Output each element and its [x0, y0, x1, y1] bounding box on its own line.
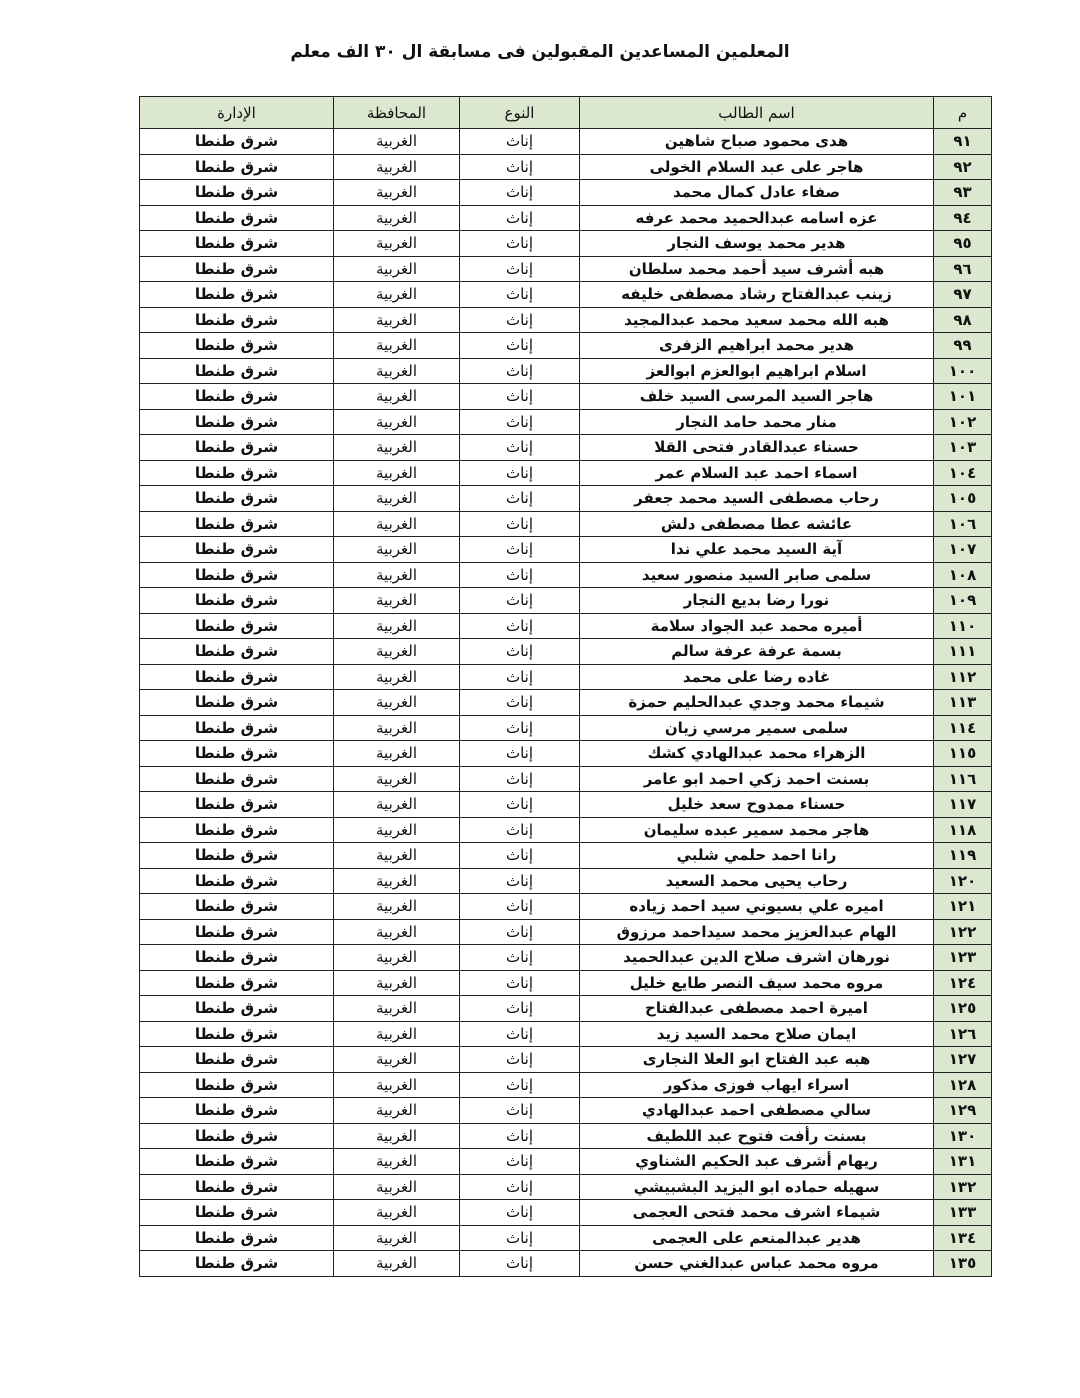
student-name-cell: غاده رضا على محمد	[580, 664, 934, 690]
governorate-cell: الغربية	[334, 690, 460, 716]
administration-cell: شرق طنطا	[140, 1047, 334, 1073]
header-governorate: المحافظة	[334, 97, 460, 129]
student-name-cell: اسلام ابراهيم ابوالعزم ابوالعز	[580, 358, 934, 384]
table-row	[140, 792, 992, 818]
gender-type-cell: إناث	[460, 843, 580, 869]
row-number-cell: ١٠٨	[934, 562, 992, 588]
gender-type-cell: إناث	[460, 537, 580, 563]
header-student-name: اسم الطالب	[580, 97, 934, 129]
student-name-cell: اميرة احمد مصطفى عبدالفتاح	[580, 996, 934, 1022]
row-number-cell: ١٠٠	[934, 358, 992, 384]
student-name-cell: آية السيد محمد علي ندا	[580, 537, 934, 563]
administration-cell: شرق طنطا	[140, 613, 334, 639]
governorate-cell: الغربية	[334, 792, 460, 818]
administration-cell: شرق طنطا	[140, 511, 334, 537]
gender-type-cell: إناث	[460, 1047, 580, 1073]
governorate-cell: الغربية	[334, 1021, 460, 1047]
student-name-cell: شيماء اشرف محمد فتحى العجمى	[580, 1200, 934, 1226]
student-name-cell: هبه عبد الفتاح ابو العلا النجارى	[580, 1047, 934, 1073]
student-name-cell: حسناء عبدالقادر فتحى القلا	[580, 435, 934, 461]
table-row	[140, 129, 992, 155]
table-row	[140, 562, 992, 588]
gender-type-cell: إناث	[460, 460, 580, 486]
administration-cell: شرق طنطا	[140, 766, 334, 792]
administration-cell: شرق طنطا	[140, 460, 334, 486]
student-name-cell: صفاء عادل كمال محمد	[580, 180, 934, 206]
governorate-cell: الغربية	[334, 996, 460, 1022]
governorate-cell: الغربية	[334, 358, 460, 384]
table-body	[140, 129, 992, 1277]
row-number-cell: ٩٣	[934, 180, 992, 206]
administration-cell: شرق طنطا	[140, 154, 334, 180]
administration-cell: شرق طنطا	[140, 231, 334, 257]
governorate-cell: الغربية	[334, 613, 460, 639]
row-number-cell: ١٢٦	[934, 1021, 992, 1047]
governorate-cell: الغربية	[334, 307, 460, 333]
student-name-cell: عائشه عطا مصطفى دلش	[580, 511, 934, 537]
gender-type-cell: إناث	[460, 180, 580, 206]
student-name-cell: الزهراء محمد عبدالهادي كشك	[580, 741, 934, 767]
administration-cell: شرق طنطا	[140, 307, 334, 333]
table-row	[140, 766, 992, 792]
governorate-cell: الغربية	[334, 919, 460, 945]
student-name-cell: مروه محمد عباس عبدالغني حسن	[580, 1251, 934, 1277]
student-name-cell: هاجر محمد سمير عبده سليمان	[580, 817, 934, 843]
row-number-cell: ١١١	[934, 639, 992, 665]
administration-cell: شرق طنطا	[140, 588, 334, 614]
table-row	[140, 715, 992, 741]
governorate-cell: الغربية	[334, 129, 460, 155]
row-number-cell: ١٢٨	[934, 1072, 992, 1098]
student-name-cell: حسناء ممدوح سعد خليل	[580, 792, 934, 818]
row-number-cell: ١٣٥	[934, 1251, 992, 1277]
gender-type-cell: إناث	[460, 894, 580, 920]
student-name-cell: رحاب مصطفى السيد محمد جعفر	[580, 486, 934, 512]
gender-type-cell: إناث	[460, 256, 580, 282]
row-number-cell: ١٣١	[934, 1149, 992, 1175]
row-number-cell: ١٠٢	[934, 409, 992, 435]
administration-cell: شرق طنطا	[140, 1098, 334, 1124]
student-name-cell: هاجر السيد المرسى السيد خلف	[580, 384, 934, 410]
administration-cell: شرق طنطا	[140, 205, 334, 231]
administration-cell: شرق طنطا	[140, 435, 334, 461]
row-number-cell: ٩١	[934, 129, 992, 155]
table-row	[140, 894, 992, 920]
header-administration: الإدارة	[140, 97, 334, 129]
row-number-cell: ٩٨	[934, 307, 992, 333]
row-number-cell: ١١٥	[934, 741, 992, 767]
row-number-cell: ١٢٩	[934, 1098, 992, 1124]
row-number-cell: ١٠٩	[934, 588, 992, 614]
governorate-cell: الغربية	[334, 1123, 460, 1149]
gender-type-cell: إناث	[460, 766, 580, 792]
table-row	[140, 460, 992, 486]
administration-cell: شرق طنطا	[140, 970, 334, 996]
gender-type-cell: إناث	[460, 792, 580, 818]
row-number-cell: ٩٥	[934, 231, 992, 257]
row-number-cell: ١٣٣	[934, 1200, 992, 1226]
gender-type-cell: إناث	[460, 129, 580, 155]
row-number-cell: ٩٧	[934, 282, 992, 308]
administration-cell: شرق طنطا	[140, 1200, 334, 1226]
governorate-cell: الغربية	[334, 1047, 460, 1073]
student-name-cell: نورهان اشرف صلاح الدين عبدالحميد	[580, 945, 934, 971]
row-number-cell: ١٢٢	[934, 919, 992, 945]
row-number-cell: ١١٣	[934, 690, 992, 716]
administration-cell: شرق طنطا	[140, 817, 334, 843]
gender-type-cell: إناث	[460, 435, 580, 461]
governorate-cell: الغربية	[334, 1251, 460, 1277]
governorate-cell: الغربية	[334, 435, 460, 461]
administration-cell: شرق طنطا	[140, 129, 334, 155]
table-row	[140, 1174, 992, 1200]
table-row	[140, 307, 992, 333]
governorate-cell: الغربية	[334, 1225, 460, 1251]
gender-type-cell: إناث	[460, 1174, 580, 1200]
student-name-cell: ريهام أشرف عبد الحكيم الشناوي	[580, 1149, 934, 1175]
row-number-cell: ١٠٤	[934, 460, 992, 486]
administration-cell: شرق طنطا	[140, 409, 334, 435]
gender-type-cell: إناث	[460, 639, 580, 665]
table-row	[140, 358, 992, 384]
table-row	[140, 1021, 992, 1047]
table-row	[140, 664, 992, 690]
table-row	[140, 537, 992, 563]
governorate-cell: الغربية	[334, 945, 460, 971]
row-number-cell: ١٢٣	[934, 945, 992, 971]
governorate-cell: الغربية	[334, 1149, 460, 1175]
gender-type-cell: إناث	[460, 945, 580, 971]
row-number-cell: ١٠٦	[934, 511, 992, 537]
governorate-cell: الغربية	[334, 537, 460, 563]
student-name-cell: بسنت احمد زكي احمد ابو عامر	[580, 766, 934, 792]
administration-cell: شرق طنطا	[140, 1021, 334, 1047]
governorate-cell: الغربية	[334, 205, 460, 231]
student-name-cell: اسراء ايهاب فوزى مذكور	[580, 1072, 934, 1098]
gender-type-cell: إناث	[460, 715, 580, 741]
table-row	[140, 1251, 992, 1277]
administration-cell: شرق طنطا	[140, 894, 334, 920]
governorate-cell: الغربية	[334, 180, 460, 206]
gender-type-cell: إناث	[460, 1072, 580, 1098]
governorate-cell: الغربية	[334, 588, 460, 614]
administration-cell: شرق طنطا	[140, 996, 334, 1022]
administration-cell: شرق طنطا	[140, 1072, 334, 1098]
governorate-cell: الغربية	[334, 664, 460, 690]
governorate-cell: الغربية	[334, 562, 460, 588]
student-name-cell: منار محمد حامد النجار	[580, 409, 934, 435]
table-row	[140, 1072, 992, 1098]
gender-type-cell: إناث	[460, 1200, 580, 1226]
gender-type-cell: إناث	[460, 1149, 580, 1175]
student-name-cell: الهام عبدالعزيز محمد سيداحمد مرزوق	[580, 919, 934, 945]
student-name-cell: سهيله حماده ابو اليزيد البشبيشي	[580, 1174, 934, 1200]
table-row	[140, 741, 992, 767]
table-row	[140, 180, 992, 206]
student-name-cell: بسنت رأفت فتوح عبد اللطيف	[580, 1123, 934, 1149]
table-row	[140, 333, 992, 359]
table-row	[140, 919, 992, 945]
governorate-cell: الغربية	[334, 1072, 460, 1098]
gender-type-cell: إناث	[460, 282, 580, 308]
governorate-cell: الغربية	[334, 1200, 460, 1226]
table-row	[140, 843, 992, 869]
table-row	[140, 1047, 992, 1073]
governorate-cell: الغربية	[334, 843, 460, 869]
student-name-cell: سلمى سمير مرسي زيان	[580, 715, 934, 741]
administration-cell: شرق طنطا	[140, 1123, 334, 1149]
gender-type-cell: إناث	[460, 996, 580, 1022]
row-number-cell: ٩٩	[934, 333, 992, 359]
governorate-cell: الغربية	[334, 868, 460, 894]
row-number-cell: ١٠٥	[934, 486, 992, 512]
administration-cell: شرق طنطا	[140, 537, 334, 563]
governorate-cell: الغربية	[334, 409, 460, 435]
table-row	[140, 817, 992, 843]
row-number-cell: ١٢١	[934, 894, 992, 920]
administration-cell: شرق طنطا	[140, 180, 334, 206]
administration-cell: شرق طنطا	[140, 256, 334, 282]
table-row	[140, 205, 992, 231]
student-name-cell: أميره محمد عبد الجواد سلامة	[580, 613, 934, 639]
table-row	[140, 970, 992, 996]
governorate-cell: الغربية	[334, 511, 460, 537]
administration-cell: شرق طنطا	[140, 639, 334, 665]
governorate-cell: الغربية	[334, 639, 460, 665]
row-number-cell: ١٠٧	[934, 537, 992, 563]
administration-cell: شرق طنطا	[140, 1174, 334, 1200]
gender-type-cell: إناث	[460, 817, 580, 843]
student-name-cell: هدير محمد ابراهيم الزفرى	[580, 333, 934, 359]
table-row	[140, 1098, 992, 1124]
gender-type-cell: إناث	[460, 588, 580, 614]
gender-type-cell: إناث	[460, 154, 580, 180]
gender-type-cell: إناث	[460, 690, 580, 716]
row-number-cell: ١٣٤	[934, 1225, 992, 1251]
row-number-cell: ١١٧	[934, 792, 992, 818]
student-name-cell: نورا رضا بديع النجار	[580, 588, 934, 614]
page-title: المعلمين المساعدين المقبولين فى مسابقة ال ٣٠ الف معلم	[290, 42, 790, 62]
governorate-cell: الغربية	[334, 384, 460, 410]
administration-cell: شرق طنطا	[140, 945, 334, 971]
student-name-cell: بسمة عرفة عرفة سالم	[580, 639, 934, 665]
table-row	[140, 868, 992, 894]
table-header-row	[140, 97, 992, 129]
student-name-cell: رانا احمد حلمي شلبي	[580, 843, 934, 869]
administration-cell: شرق طنطا	[140, 1149, 334, 1175]
governorate-cell: الغربية	[334, 154, 460, 180]
gender-type-cell: إناث	[460, 741, 580, 767]
governorate-cell: الغربية	[334, 460, 460, 486]
administration-cell: شرق طنطا	[140, 282, 334, 308]
governorate-cell: الغربية	[334, 970, 460, 996]
row-number-cell: ١١٨	[934, 817, 992, 843]
governorate-cell: الغربية	[334, 715, 460, 741]
governorate-cell: الغربية	[334, 333, 460, 359]
student-name-cell: اميره علي بسيوني سيد احمد زياده	[580, 894, 934, 920]
table-row	[140, 1200, 992, 1226]
administration-cell: شرق طنطا	[140, 1251, 334, 1277]
row-number-cell: ١٣٠	[934, 1123, 992, 1149]
governorate-cell: الغربية	[334, 1098, 460, 1124]
row-number-cell: ١١٩	[934, 843, 992, 869]
administration-cell: شرق طنطا	[140, 690, 334, 716]
gender-type-cell: إناث	[460, 307, 580, 333]
table-row	[140, 384, 992, 410]
governorate-cell: الغربية	[334, 817, 460, 843]
row-number-cell: ١٢٥	[934, 996, 992, 1022]
table-row	[140, 154, 992, 180]
row-number-cell: ١٢٤	[934, 970, 992, 996]
student-name-cell: سلمى صابر السيد منصور سعيد	[580, 562, 934, 588]
row-number-cell: ١٣٢	[934, 1174, 992, 1200]
row-number-cell: ٩٢	[934, 154, 992, 180]
administration-cell: شرق طنطا	[140, 843, 334, 869]
administration-cell: شرق طنطا	[140, 741, 334, 767]
student-name-cell: زينب عبدالفتاح رشاد مصطفى خليفه	[580, 282, 934, 308]
gender-type-cell: إناث	[460, 868, 580, 894]
administration-cell: شرق طنطا	[140, 1225, 334, 1251]
governorate-cell: الغربية	[334, 1174, 460, 1200]
table-row	[140, 231, 992, 257]
row-number-cell: ١٠٣	[934, 435, 992, 461]
administration-cell: شرق طنطا	[140, 664, 334, 690]
gender-type-cell: إناث	[460, 562, 580, 588]
governorate-cell: الغربية	[334, 741, 460, 767]
table-row	[140, 1149, 992, 1175]
table-row	[140, 282, 992, 308]
gender-type-cell: إناث	[460, 1123, 580, 1149]
gender-type-cell: إناث	[460, 664, 580, 690]
row-number-cell: ٩٤	[934, 205, 992, 231]
student-name-cell: رحاب يحيى محمد السعيد	[580, 868, 934, 894]
student-name-cell: شيماء محمد وجدي عبدالحليم حمزة	[580, 690, 934, 716]
table-row	[140, 639, 992, 665]
gender-type-cell: إناث	[460, 205, 580, 231]
student-name-cell: هدير محمد يوسف النجار	[580, 231, 934, 257]
row-number-cell: ٩٦	[934, 256, 992, 282]
header-number: م	[934, 97, 992, 129]
administration-cell: شرق طنطا	[140, 486, 334, 512]
table-row	[140, 613, 992, 639]
gender-type-cell: إناث	[460, 1098, 580, 1124]
gender-type-cell: إناث	[460, 919, 580, 945]
table-row	[140, 945, 992, 971]
table-row	[140, 511, 992, 537]
administration-cell: شرق طنطا	[140, 358, 334, 384]
gender-type-cell: إناث	[460, 613, 580, 639]
governorate-cell: الغربية	[334, 486, 460, 512]
row-number-cell: ١٢٠	[934, 868, 992, 894]
student-name-cell: هبه أشرف سيد أحمد محمد سلطان	[580, 256, 934, 282]
student-name-cell: ايمان صلاح محمد السيد زيد	[580, 1021, 934, 1047]
gender-type-cell: إناث	[460, 486, 580, 512]
administration-cell: شرق طنطا	[140, 333, 334, 359]
gender-type-cell: إناث	[460, 333, 580, 359]
table-row	[140, 588, 992, 614]
accepted-teachers-table	[139, 96, 992, 1277]
gender-type-cell: إناث	[460, 384, 580, 410]
table-row	[140, 1123, 992, 1149]
row-number-cell: ١٢٧	[934, 1047, 992, 1073]
row-number-cell: ١٠١	[934, 384, 992, 410]
governorate-cell: الغربية	[334, 282, 460, 308]
gender-type-cell: إناث	[460, 970, 580, 996]
header-type: النوع	[460, 97, 580, 129]
gender-type-cell: إناث	[460, 1021, 580, 1047]
row-number-cell: ١١٠	[934, 613, 992, 639]
table-row	[140, 256, 992, 282]
gender-type-cell: إناث	[460, 511, 580, 537]
gender-type-cell: إناث	[460, 1251, 580, 1277]
student-name-cell: اسماء احمد عبد السلام عمر	[580, 460, 934, 486]
gender-type-cell: إناث	[460, 1225, 580, 1251]
table-row	[140, 1225, 992, 1251]
administration-cell: شرق طنطا	[140, 715, 334, 741]
administration-cell: شرق طنطا	[140, 384, 334, 410]
administration-cell: شرق طنطا	[140, 919, 334, 945]
student-name-cell: هبه الله محمد سعيد محمد عبدالمجيد	[580, 307, 934, 333]
gender-type-cell: إناث	[460, 409, 580, 435]
student-name-cell: مروه محمد سيف النصر طايع خليل	[580, 970, 934, 996]
gender-type-cell: إناث	[460, 358, 580, 384]
table-row	[140, 996, 992, 1022]
administration-cell: شرق طنطا	[140, 868, 334, 894]
row-number-cell: ١١٢	[934, 664, 992, 690]
table-row	[140, 435, 992, 461]
gender-type-cell: إناث	[460, 231, 580, 257]
student-name-cell: هاجر على عبد السلام الخولى	[580, 154, 934, 180]
table-row	[140, 690, 992, 716]
student-name-cell: عزه اسامه عبدالحميد محمد عرفه	[580, 205, 934, 231]
table-row	[140, 486, 992, 512]
row-number-cell: ١١٤	[934, 715, 992, 741]
student-name-cell: هدى محمود صباح شاهين	[580, 129, 934, 155]
governorate-cell: الغربية	[334, 894, 460, 920]
administration-cell: شرق طنطا	[140, 792, 334, 818]
student-name-cell: هدير عبدالمنعم على العجمى	[580, 1225, 934, 1251]
governorate-cell: الغربية	[334, 231, 460, 257]
administration-cell: شرق طنطا	[140, 562, 334, 588]
governorate-cell: الغربية	[334, 256, 460, 282]
row-number-cell: ١١٦	[934, 766, 992, 792]
governorate-cell: الغربية	[334, 766, 460, 792]
table-row	[140, 409, 992, 435]
student-name-cell: سالي مصطفى احمد عبدالهادي	[580, 1098, 934, 1124]
